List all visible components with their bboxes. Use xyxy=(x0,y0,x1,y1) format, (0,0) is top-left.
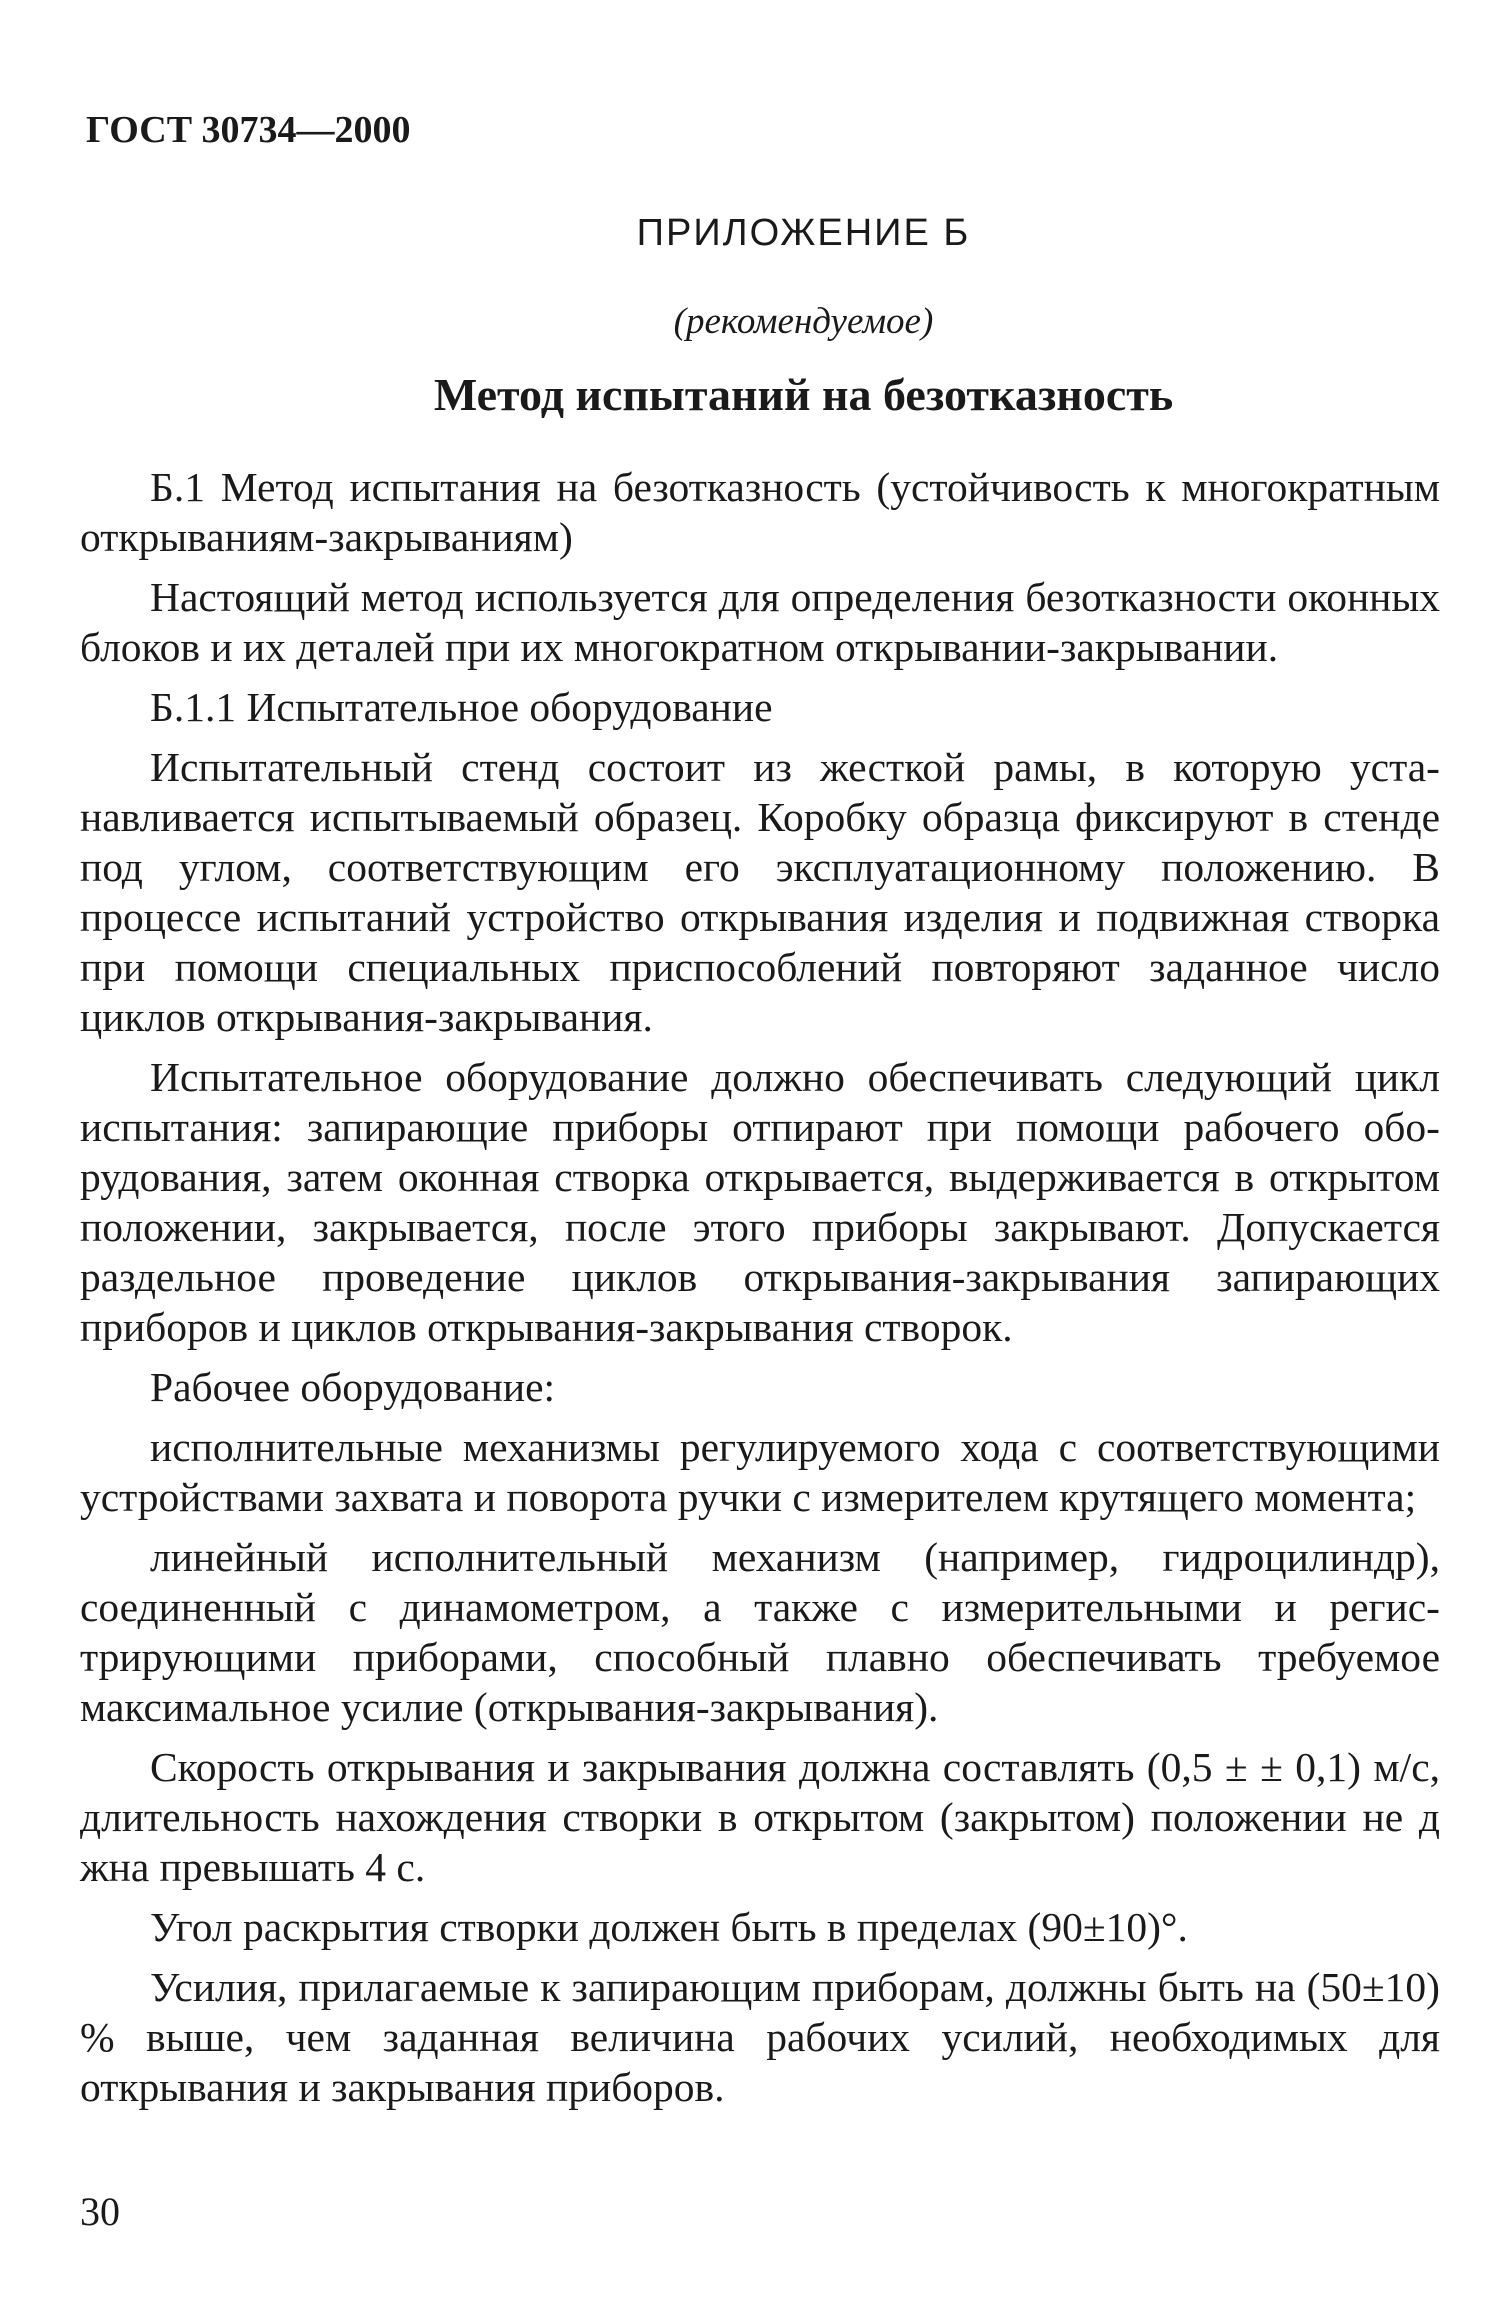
paragraph-opening-angle: Угол раскрытия створки должен быть в пределах (90±10)°. xyxy=(150,1904,1188,1950)
paragraph-test-stand: Испытательный стенд состоит из жесткой рамы, в которую устанавливается испытываемый образец. Коробку образца фиксируют в стенде под углом, соответствующим его эксплуатационному положению. В процессе испытаний устройство открывания изделия и подвижная створка при помощи специальных приспособлений повторяют заданное число циклов открывания-закрывания. xyxy=(80,744,1440,1040)
paragraph-b1: Б.1 Метод испытания на безотказность (устойчивость к многократным открываниям-закрываниям) xyxy=(80,464,1440,560)
paragraph-forces: Усилия, прилагаемые к запирающим приборам, должны быть на (50±10) % выше, чем заданная величина рабочих усилий, необходимых для открывания и закрывания приборов. xyxy=(80,1964,1440,2110)
paragraph-linear-actuator: линейный исполнительный механизм (например, гидроцилиндр), соединенный с динамометром, а также с измерительными и регистрирующими приборами, способный плавно обеспечивать требуемое максимальное усилие (открывания-закрывания). xyxy=(80,1534,1440,1730)
section-heading: Метод испытаний на безотказность xyxy=(433,369,1174,420)
appendix-title: ПРИЛОЖЕНИЕ Б xyxy=(636,212,971,254)
appendix-status: (рекомендуемое) xyxy=(673,301,934,342)
page-number: 30 xyxy=(80,2189,120,2234)
standard-code-header: ГОСТ 30734—2000 xyxy=(86,109,411,151)
paragraph-method-purpose: Настоящий метод используется для определения безотказности оконных блоков и их деталей при их многократном открывании-закрывании. xyxy=(80,574,1440,670)
paragraph-speed: Скорость открывания и закрывания должна составлять (0,5 ± ± 0,1) м/с, длительность нахождения створки в открытом (закрытом) положении не д жна превышать 4 с. xyxy=(80,1744,1440,1890)
paragraph-test-cycle: Испытательное оборудование должно обеспечивать следующий цикл испытания: запирающие приборы отпирают при помощи рабочего оборудования, затем оконная створка открывается, выдерживается в открытом положении, закрывается, после этого приборы закрывают. Допускается раздельное проведение циклов открывания-закрывания запирающих приборов и циклов открывания-закрывания створок. xyxy=(80,1054,1440,1350)
paragraph-working-equipment: Рабочее оборудование: xyxy=(150,1364,556,1410)
paragraph-actuators: исполнительные механизмы регулируемого хода с соответствующими устройствами захвата и поворота ручки с измерителем крутящего момента; xyxy=(80,1424,1440,1520)
paragraph-b1-1: Б.1.1 Испытательное оборудование xyxy=(150,684,773,730)
body-text xyxy=(80,462,1440,2122)
